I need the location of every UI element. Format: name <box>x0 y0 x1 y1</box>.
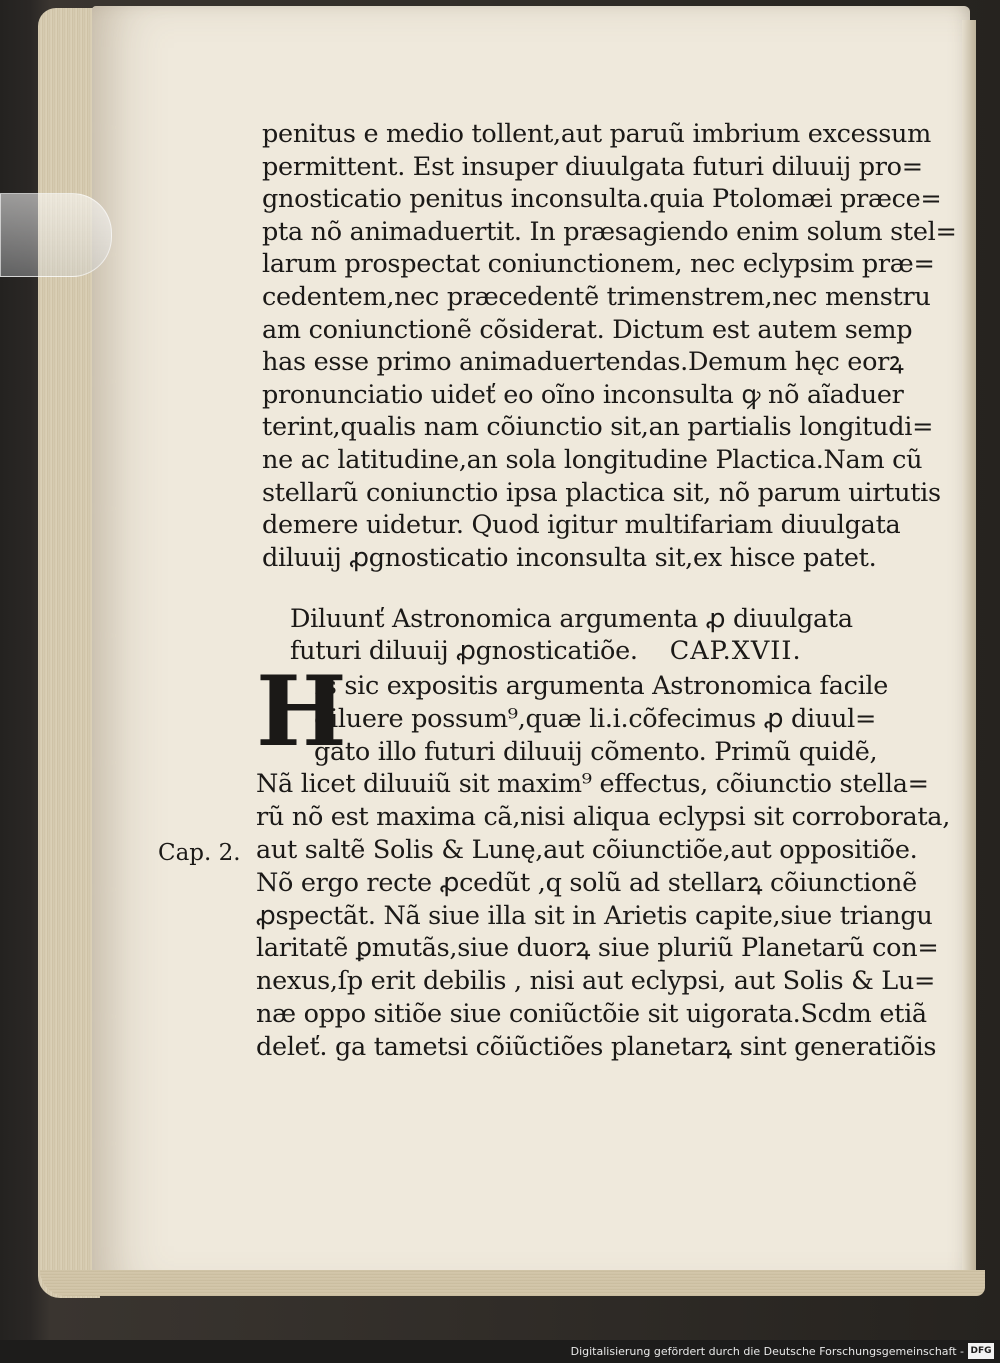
dfg-logo: DFG <box>968 1343 994 1359</box>
text-line: permittent. Est insuper diuulgata futuri diluuij pro= <box>262 151 923 182</box>
chapter-label: CAP.XVII. <box>669 636 802 666</box>
text-line: Nã licet diluuiũ sit maxim⁹ effectus, cõiunctio stella= <box>256 769 929 800</box>
text-line: laritatẽ ꝑmutãs,siue duorꝝ siue pluriũ Planetarũ con= <box>256 933 939 964</box>
text-line: pta nõ animaduertit. In præsagiendo enim solum stel= <box>262 216 957 247</box>
text-line: terint,qualis nam cõiunctio sit,an partialis longitudi= <box>262 412 934 443</box>
bookmark-strip <box>0 193 112 277</box>
footer-bar <box>0 1340 1000 1363</box>
heading-line: Diluunť Astronomica argumenta ꝓ diuulgata <box>290 604 853 634</box>
text-line: demere uidetur. Quod igitur multifariam diuulgata <box>262 510 901 541</box>
text-line: ꝓspectãt. Nã siue illa sit in Arietis capite,siue triangu <box>256 900 933 931</box>
text-line: cedentem,nec præcedentẽ trimenstrem,nec menstru <box>262 281 931 312</box>
book-edge-right <box>962 20 976 1280</box>
heading-line-text: futuri diluuij ꝓgnosticatiõe. <box>290 636 638 666</box>
text-line: has esse primo animaduertendas.Demum hęc eorꝝ <box>262 347 904 378</box>
text-line: diluuij ꝓgnosticatio inconsulta sit,ex hisce patet. <box>262 542 877 573</box>
body-text <box>262 118 957 574</box>
text-line: deleť. ga tametsi cõiũctiões planetarꝝ sint generatiõis <box>256 1031 937 1062</box>
text-line: penitus e medio tollent,aut paruũ imbrium excessum <box>262 119 932 149</box>
text-line: diluere possum⁹,quæ li.i.cõfecimus ꝓ diuul= <box>314 703 877 734</box>
margin-note: Cap. 2. <box>158 840 241 866</box>
chapter-heading <box>290 603 853 667</box>
text-line: gato illo futuri diluuij cõmento. Primũ quidẽ, <box>314 736 878 767</box>
text-line: pronunciatio uideť eo oĩno inconsulta ꝙ nõ aĩaduer <box>262 379 904 410</box>
text-line: Is sic expositis argumenta Astronomica facile <box>314 671 889 701</box>
text-line: Nõ ergo recte ꝓcedũt ,q solũ ad stellarꝝ cõiunctionẽ <box>256 867 917 898</box>
text-line: næ oppo sitiõe siue coniũctõie sit uigorata.Scdm etiã <box>256 998 927 1029</box>
text-line: larum prospectat coniunctionem, nec eclypsim præ= <box>262 249 935 280</box>
text-line: gnosticatio penitus inconsulta.quia Ptolomæi præce= <box>262 184 942 215</box>
text-line: nexus,ſp erit debilis , nisi aut eclypsi, aut Solis & Lu= <box>256 966 936 997</box>
footer-credit: Digitalisierung gefördert durch die Deutsche Forschungsgemeinschaft - <box>570 1345 964 1358</box>
text-line: stellarũ coniunctio ipsa plactica sit, nõ parum uirtutis <box>262 477 941 508</box>
heading-line <box>290 635 850 667</box>
chapter-body <box>256 655 951 1064</box>
text-line: am coniunctionẽ cõsiderat. Dictum est autem semp <box>262 314 913 345</box>
text-line: aut saltẽ Solis & Lunę,aut cõiunctiõe,aut oppositiõe. <box>256 834 918 865</box>
drop-cap-initial: H <box>256 655 347 768</box>
book-edge-bottom <box>40 1270 985 1296</box>
text-line: ne ac latitudine,an sola longitudine Plactica.Nam cũ <box>262 444 923 475</box>
text-line: rũ nõ est maxima cã,nisi aliqua eclypsi sit corroborata, <box>256 802 951 833</box>
